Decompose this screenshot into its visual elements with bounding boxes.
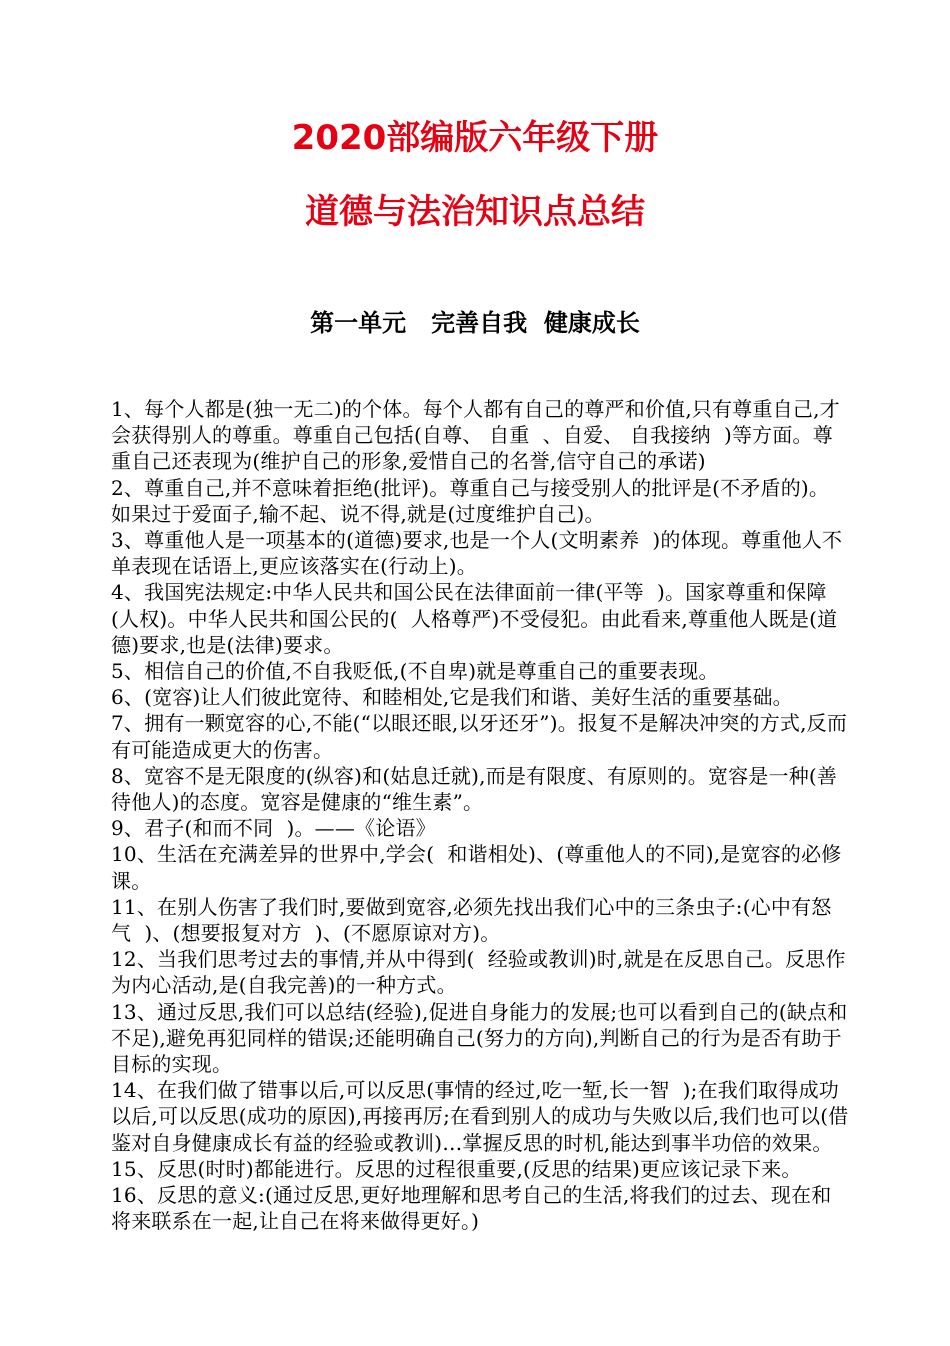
knowledge-point-10: 10、生活在充满差异的世界中,学会( 和谐相处)、(尊重他人的不同),是宽容的必修课。 <box>111 842 842 893</box>
knowledge-point-2: 2、尊重自己,并不意味着拒绝(批评)。尊重自己与接受别人的批评是(不矛盾的)。如果过于爱面子,输不起、说不得,就是(过度维护自己)。 <box>111 475 830 526</box>
knowledge-point-4: 4、我国宪法规定:中华人民共和国公民在法律面前一律(平等 )。国家尊重和保障(人权)。中华人民共和国公民的( 人格尊严)不受侵犯。由此看来,尊重他人既是(道德)要求,也是(法律)要求。 <box>111 580 838 657</box>
document-title-line-2: 道德与法治知识点总结 <box>305 192 645 232</box>
knowledge-point-15: 15、反思(时时)都能进行。反思的过程很重要,(反思的结果)更应该记录下来。 <box>111 1156 802 1181</box>
knowledge-point-11: 11、在别人伤害了我们时,要做到宽容,必须先找出我们心中的三条虫子:(心中有怒气 )、(想要报复对方 )、(不愿原谅对方)。 <box>111 894 832 946</box>
knowledge-point-14: 14、在我们做了错事以后,可以反思(事情的经过,吃一堑,长一智 );在我们取得成功以后,可以反思(成功的原因),再接再厉;在看到别人的成功与失败以后,我们也可以(借鉴对自身健康成长有益的经验或教训)…掌握反思的时机,能达到事半功倍的效果。 <box>111 1078 849 1155</box>
knowledge-point-9: 9、君子(和而不同 )。——《论语》 <box>111 816 436 841</box>
knowledge-point-1: 1、每个人都是(独一无二)的个体。每个人都有自己的尊严和价值,只有尊重自己,才会获得别人的尊重。尊重自己包括(自尊、 自重 、自爱、 自我接纳 )等方面。尊重自己还表现为(维护自己的形象,爱惜自己的名誉,信守自己的承诺) <box>111 397 840 474</box>
knowledge-point-13: 13、通过反思,我们可以总结(经验),促进自身能力的发展;也可以看到自己的(缺点和不足),避免再犯同样的错误;还能明确自己(努力的方向),判断自己的行为是否有助于目标的实现。 <box>111 999 848 1077</box>
knowledge-point-3: 3、尊重他人是一项基本的(道德)要求,也是一个人(文明素养 )的体现。尊重他人不单表现在话语上,更应该落实在(行动上)。 <box>111 528 843 579</box>
knowledge-point-8: 8、宽容不是无限度的(纵容)和(姑息迁就),而是有限度、有原则的。宽容是一种(善待他人)的态度。宽容是健康的“维生素”。 <box>111 763 838 815</box>
knowledge-point-list <box>111 396 849 1235</box>
unit-heading: 第一单元 完善自我 健康成长 <box>310 309 640 337</box>
knowledge-point-5: 5、相信自己的价值,不自我贬低,(不自卑)就是尊重自己的重要表现。 <box>111 659 719 684</box>
knowledge-point-12: 12、当我们思考过去的事情,并从中得到( 经验或教训)时,就是在反思自己。反思作为内心活动,是(自我完善)的一种方式。 <box>111 947 846 998</box>
document-title-line-1: 2020部编版六年级下册 <box>291 118 659 158</box>
knowledge-point-7: 7、拥有一颗宽容的心,不能(“以眼还眼,以牙还牙”)。报复不是解决冲突的方式,反而有可能造成更大的伤害。 <box>111 711 848 762</box>
knowledge-point-6: 6、(宽容)让人们彼此宽待、和睦相处,它是我们和谐、美好生活的重要基础。 <box>111 685 793 710</box>
knowledge-point-16: 16、反思的意义:(通过反思,更好地理解和思考自己的生活,将我们的过去、现在和将来联系在一起,让自己在将来做得更好。) <box>111 1183 832 1234</box>
